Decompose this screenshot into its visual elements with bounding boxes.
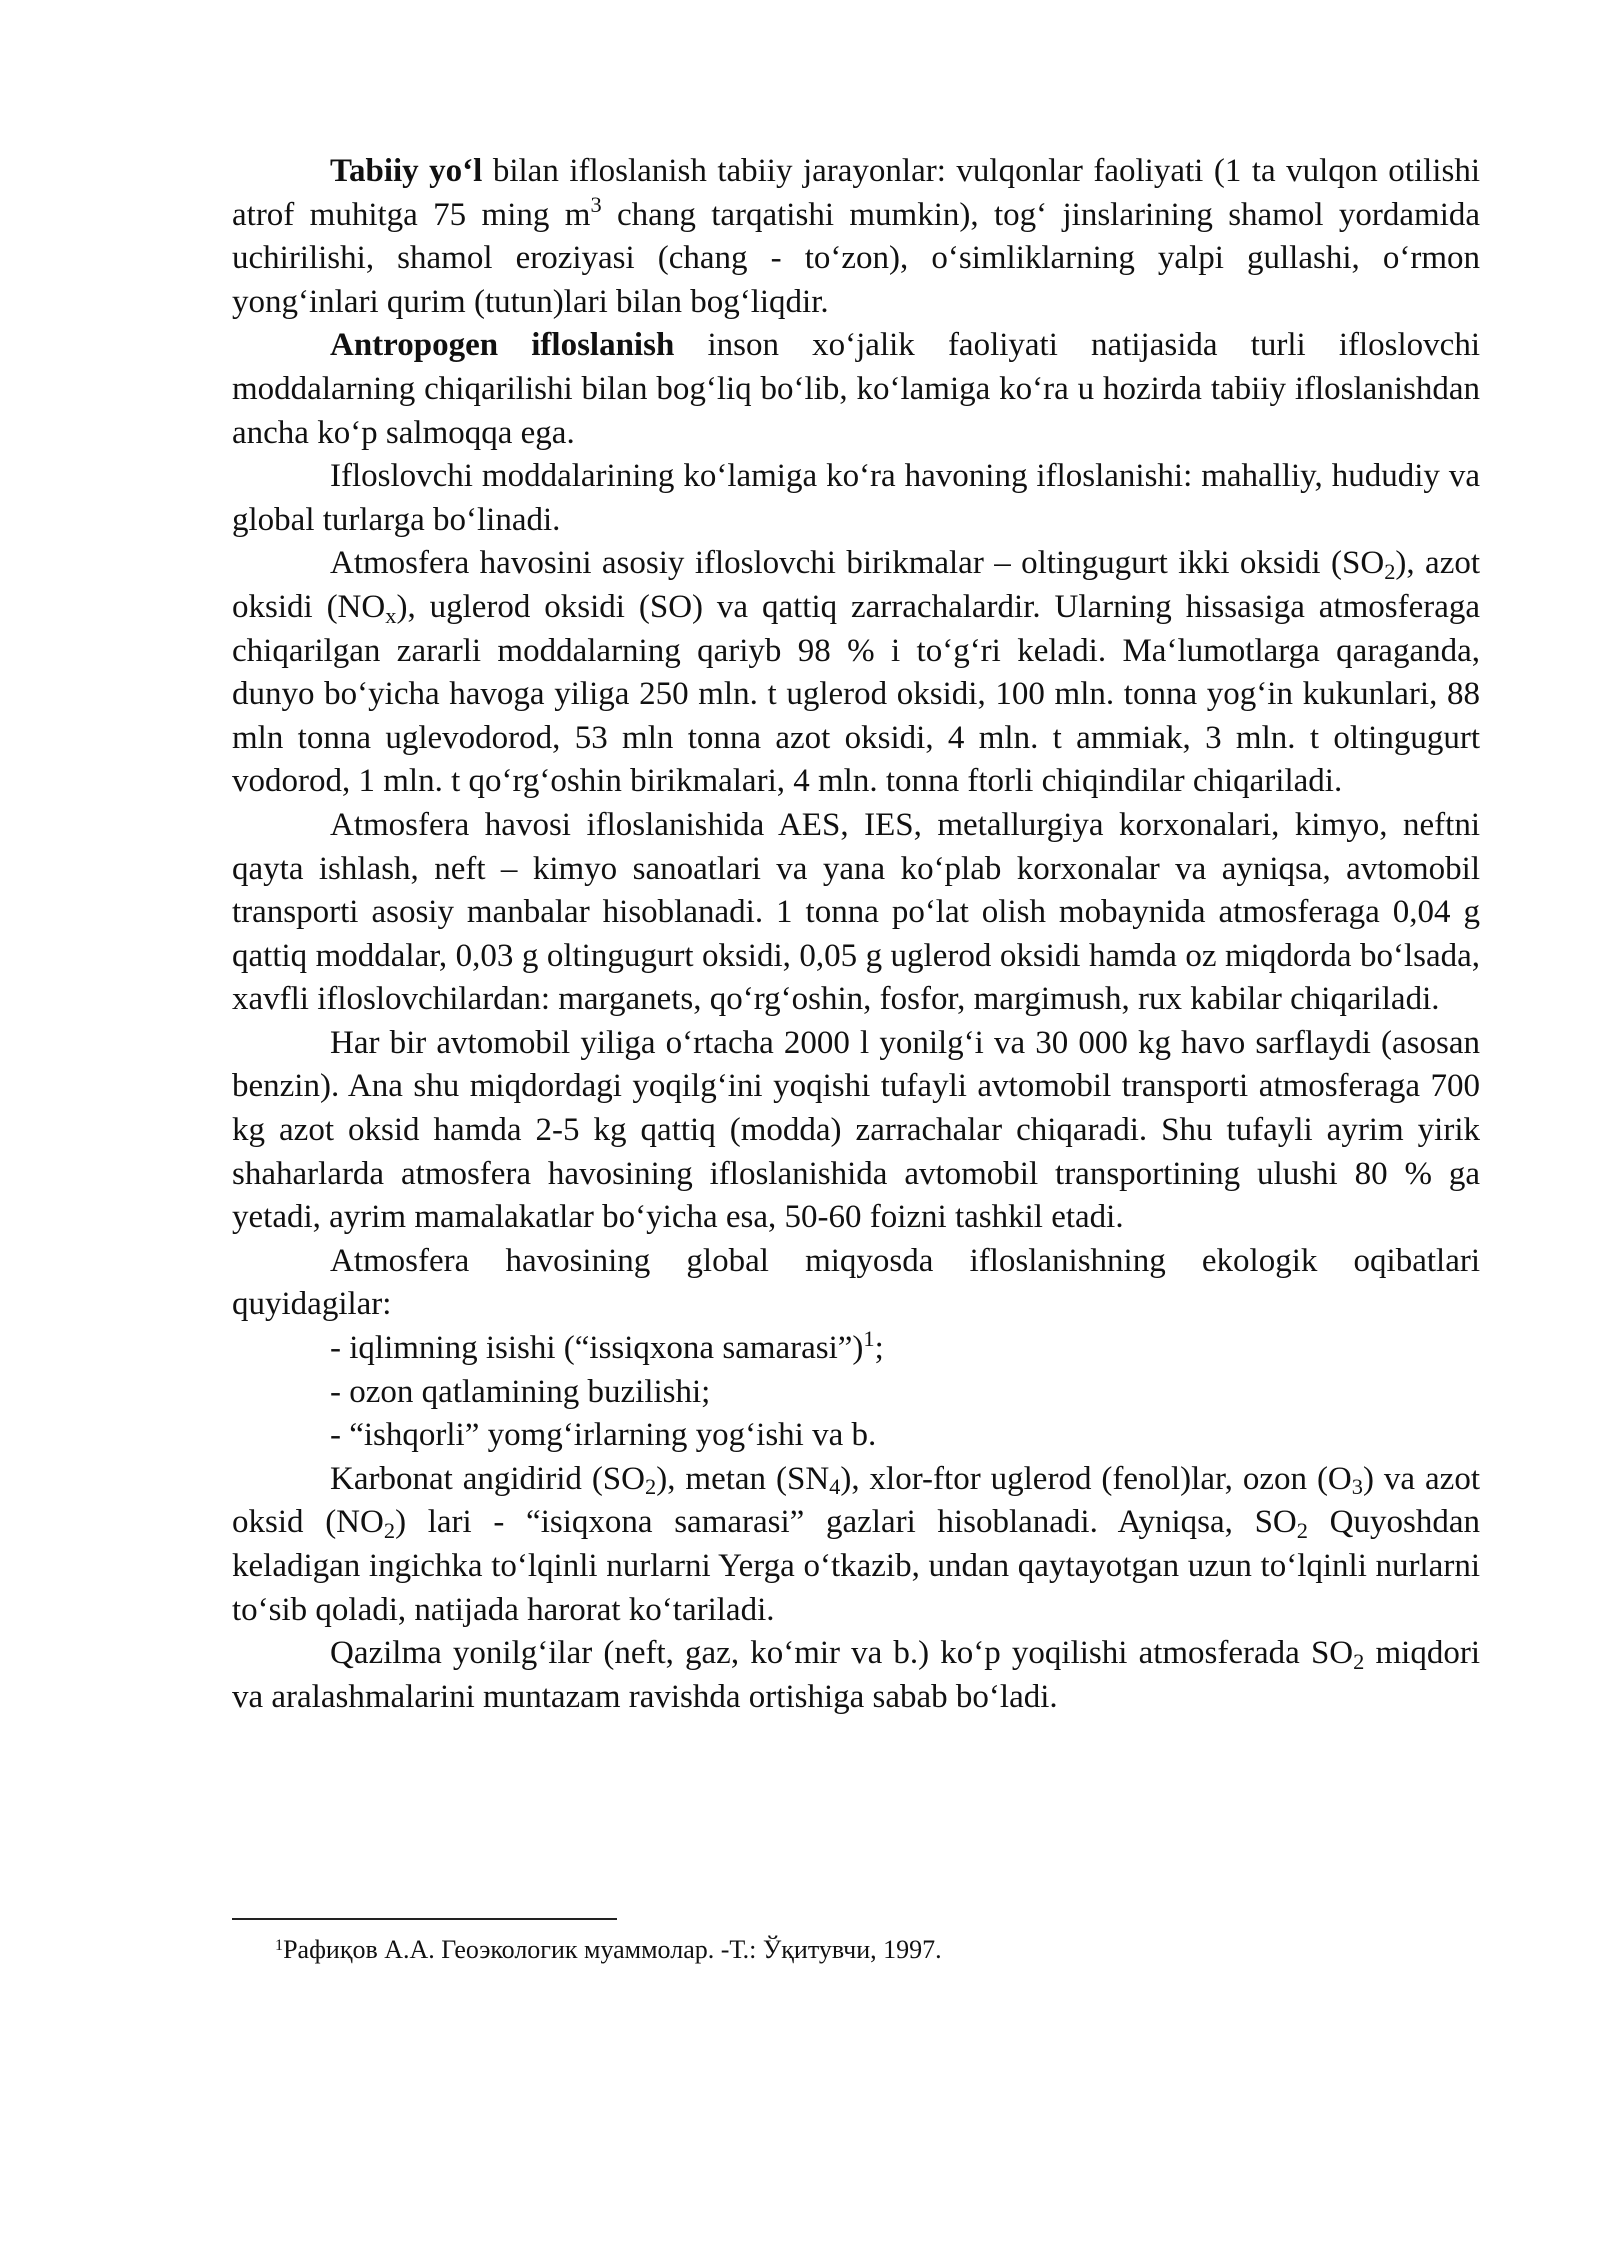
p9-text-2: miqdori va aralashmalarini muntazam ravishda ortishiga sabab bo‘ladi. — [232, 1635, 1480, 1715]
footnote-separator — [232, 1918, 617, 1920]
term-natural: Tabiiy yo‘l — [330, 153, 483, 189]
paragraph-automobile-emissions: Har bir avtomobil yiliga o‘rtacha 2000 l yonilg‘i va 30 000 kg havo sarflaydi (asosan benzin). Ana shu miqdordagi yoqilg‘ini yoqishi tufayli avtomobil transporti atmosferaga 700 kg azot oksid hamda 2-5 kg qattiq (modda) zarrachalar chiqaradi. Shu tufayli ayrim yirik shaharlarda atmosfera havosining ifloslanishida avtomobil transportining ulushi 80 % ga yetadi, ayrim mamalakatlar bo‘yicha esa, 50-60 foizni tashkil etadi. — [232, 1024, 1480, 1236]
p2-text: inson xo‘jalik faoliyati natijasida turli ifloslovchi moddalarning chiqarilishi bilan bog‘liq bo‘lib, ko‘lamiga ko‘ra u hozirda tabiiy ifloslanishdan ancha ko‘p salmoqqa ega. — [232, 327, 1480, 451]
footnote-text: Рафиқов А.А. Геоэкологик муаммолар. -Т.: Ўқитувчи, 1997. — [283, 1935, 942, 1964]
list-item-acid-rain: - “ishqorli” yomg‘irlarning yog‘ishi va b. — [330, 1417, 877, 1454]
p4-sub-2: x — [385, 602, 397, 628]
p8-text-4: ) va azot oksid (NO — [232, 1460, 1480, 1541]
p8-sub-5: 2 — [1296, 1518, 1308, 1544]
term-anthropogenic: Antropogen ifloslanish — [330, 327, 675, 364]
paragraph-pollution-sources: Atmosfera havosi ifloslanishida AES, IES, metallurgiya korxonalari, kimyo, neftni qayta ishlash, neft – kimyo sanoatlari va yana ko‘plab korxonalar va ayniqsa, avtomobil transporti asosiy manbalar hisoblanadi. 1 tonna po‘lat olish mobaynida atmosferaga 0,04 g qattiq moddalar, 0,03 g oltingugurt oksidi, 0,05 g uglerod oksidi hamda oz miqdorda bo‘lsada, xavfli ifloslovchilardan: marganets, qo‘rg‘oshin, fosfor, margimush, rux kabilar chiqariladi. — [232, 806, 1480, 1018]
paragraph-fossil-fuels — [232, 1632, 1480, 1719]
paragraph-anthropogenic-pollution — [232, 324, 1480, 455]
paragraph-main-pollutants — [232, 542, 1480, 804]
p8-text-6: Quyoshdan keladigan ingichka to‘lqinli nurlarni Yerga o‘tkazib, undan qaytayotgan uzun to‘lqinli nurlarni to‘sib qoladi, natijada harorat ko‘tariladi. — [232, 1504, 1480, 1628]
list-item-1-end: ; — [874, 1330, 884, 1367]
footnote-marker: 1 — [275, 1936, 284, 1954]
p8-text-2: ), metan (SN — [656, 1460, 830, 1497]
p8-sub-3: 3 — [1351, 1474, 1363, 1500]
p1-superscript: 3 — [590, 192, 602, 218]
p1-text-b: chang tarqatishi mumkin), tog‘ jinslarining shamol yordamida uchirilishi, shamol eroziyasi (chang - to‘zon), o‘simliklarning yalpi gullashi, o‘rmon yong‘inlari qurim (tutun)lari bilan bog‘liqdir. — [232, 196, 1481, 320]
p9-text-1: Qazilma yonilg‘ilar (neft, gaz, ko‘mir va b.) ko‘p yoqilishi atmosferada SO — [330, 1635, 1354, 1672]
footnote — [275, 1933, 1425, 1967]
list-item-1-text: - iqlimning isishi (“issiqxona samarasi”) — [330, 1330, 864, 1367]
p1-text-a: bilan ifloslanish tabiiy jarayonlar: vulqonlar faoliyati (1 ta vulqon otilishi atrof muhitga 75 ming m — [232, 153, 1480, 233]
p4-text-1: Atmosfera havosini asosiy ifloslovchi birikmalar – oltingugurt ikki oksidi (SO — [330, 545, 1385, 582]
p8-text-5: ) lari - “isiqxona samarasi” gazlari hisoblanadi. Ayniqsa, SO — [395, 1504, 1297, 1541]
p4-text-2: ), azot oksidi (NO — [232, 545, 1481, 625]
p8-sub-1: 2 — [645, 1474, 657, 1500]
paragraph-pollution-scale: Ifloslovchi moddalarining ko‘lamiga ko‘ra havoning ifloslanishi: mahalliy, hududiy va global turlarga bo‘linadi. — [232, 458, 1480, 538]
p4-text-3: ), uglerod oksidi (SO) va qattiq zarrachalardir. Ularning hissasiga atmosferaga chiqarilgan zararli moddalarning qariyb 98 % i to‘g‘ri keladi. Ma‘lumotlarga qaraganda, dunyo bo‘yicha havoga yiliga 250 mln. t uglerod oksidi, 100 mln. tonna yog‘in kukunlari, 88 mln tonna uglevodorod, 53 mln tonna azot oksidi, 4 mln. t ammiak, 3 mln. t oltingugurt vodorod, 1 mln. t qo‘rg‘oshin birikmalari, 4 mln. tonna ftorli chiqindilar chiqariladi. — [232, 588, 1480, 800]
list-item-ozone-depletion: - ozon qatlamining buzilishi; — [330, 1373, 711, 1410]
paragraph-greenhouse-gases — [232, 1458, 1480, 1632]
p8-sub-2: 4 — [829, 1474, 841, 1500]
footnote-reference: 1 — [863, 1325, 875, 1351]
p8-text-3: ), xlor-ftor uglerod (fenol)lar, ozon (O — [840, 1460, 1352, 1497]
list-item-climate-warming — [232, 1327, 1480, 1371]
p9-sub-1: 2 — [1353, 1648, 1365, 1674]
paragraph-natural-pollution — [232, 150, 1480, 324]
body-text — [232, 150, 1480, 1719]
p8-text-1: Karbonat angidirid (SO — [330, 1460, 645, 1497]
paragraph-global-consequences: Atmosfera havosining global miqyosda ifloslanishning ekologik oqibatlari quyidagilar: — [232, 1242, 1480, 1323]
p8-sub-4: 2 — [383, 1518, 396, 1544]
p4-sub-1: 2 — [1384, 558, 1396, 584]
